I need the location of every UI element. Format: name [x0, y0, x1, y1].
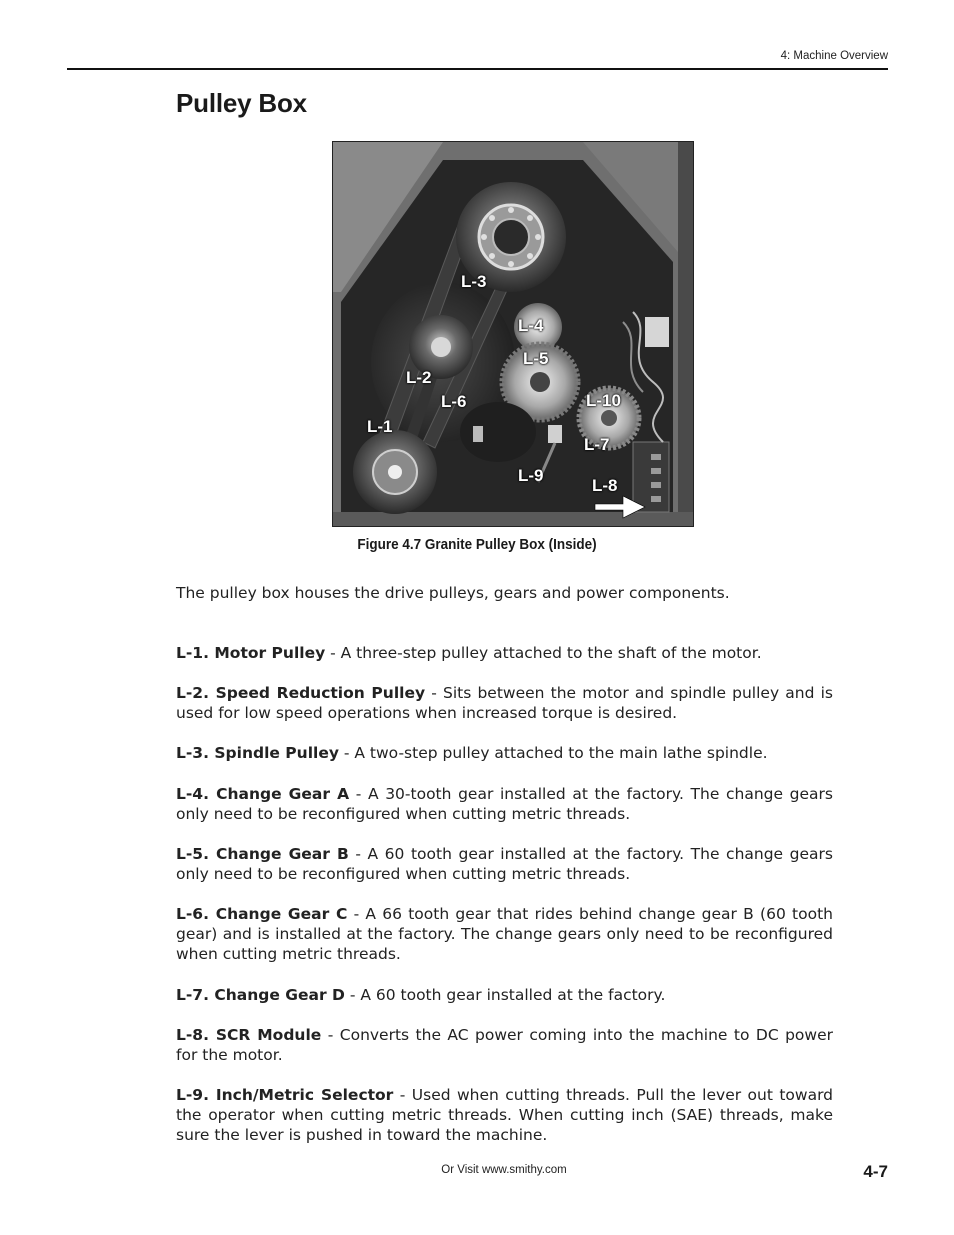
item-description: - A two-step pulley attached to the main lathe spindle.: [338, 744, 768, 762]
item-name: L-1. Motor Pulley: [176, 644, 326, 662]
callout-l2: L-2: [406, 368, 432, 387]
intro-paragraph: [176, 583, 833, 603]
item-description: - Sits between the motor and spindle pulley and is used for low speed operations when increased torque is desired.: [176, 684, 833, 722]
callout-l7: L-7: [584, 435, 610, 454]
item-l9: [176, 1085, 833, 1145]
item-l4: [176, 784, 833, 824]
item-l8: [176, 1025, 833, 1065]
item-l1: [176, 643, 833, 663]
item-l3: [176, 743, 833, 763]
item-description: - A 66 tooth gear that rides behind change gear B (60 tooth gear) and is installed at the factory. The change gears only need to be reconfigured when cutting metric threads.: [176, 905, 833, 963]
pulley-box-photo: [332, 141, 694, 527]
figure-caption: Figure 4.7 Granite Pulley Box (Inside): [357, 536, 597, 553]
item-description: - A three-step pulley attached to the shaft of the motor.: [325, 644, 762, 662]
item-l6: [176, 904, 833, 964]
item-description: - A 60 tooth gear installed at the factory.: [344, 986, 666, 1004]
item-description: - Converts the AC power coming into the machine to DC power for the motor.: [176, 1026, 833, 1064]
item-l7: [176, 985, 833, 1005]
item-description: - A 60 tooth gear installed at the factory. The change gears only need to be reconfigured when cutting metric threads.: [176, 845, 833, 883]
callout-l8: L-8: [592, 476, 618, 495]
item-name: L-3. Spindle Pulley: [176, 744, 339, 762]
item-l2: [176, 683, 833, 723]
callout-l3: L-3: [461, 272, 487, 291]
item-name: L-4. Change Gear A: [176, 785, 350, 803]
header-rule: [67, 68, 888, 70]
page-number: 4-7: [863, 1162, 888, 1181]
item-description: - A 30-tooth gear installed at the factory. The change gears only need to be reconfigured when cutting metric threads.: [176, 785, 833, 823]
callout-l9: L-9: [518, 466, 544, 485]
item-l5: [176, 844, 833, 884]
footer-website: Or Visit www.smithy.com: [441, 1164, 567, 1176]
pulley-box-illustration: [333, 142, 693, 526]
callout-l4: L-4: [518, 316, 544, 335]
callout-l10: L-10: [586, 391, 621, 410]
callout-l6: L-6: [441, 392, 467, 411]
callout-l5: L-5: [523, 349, 549, 368]
intro-text: The pulley box houses the drive pulleys, gears and power components.: [176, 584, 730, 602]
item-name: L-9. Inch/Metric Selector: [176, 1086, 394, 1104]
item-description: - Used when cutting threads. Pull the lever out toward the operator when cutting metric threads. When cutting inch (SAE) threads, make sure the lever is pushed in toward the machine.: [176, 1086, 834, 1144]
callout-l1: L-1: [367, 417, 393, 436]
item-name: L-2. Speed Reduction Pulley: [176, 684, 426, 702]
item-name: L-8. SCR Module: [176, 1026, 322, 1044]
header-section-label: 4: Machine Overview: [780, 50, 888, 62]
item-name: L-6. Change Gear C: [176, 905, 348, 923]
item-name: L-5. Change Gear B: [176, 845, 349, 863]
page-title: Pulley Box: [176, 88, 307, 118]
item-name: L-7. Change Gear D: [176, 986, 345, 1004]
